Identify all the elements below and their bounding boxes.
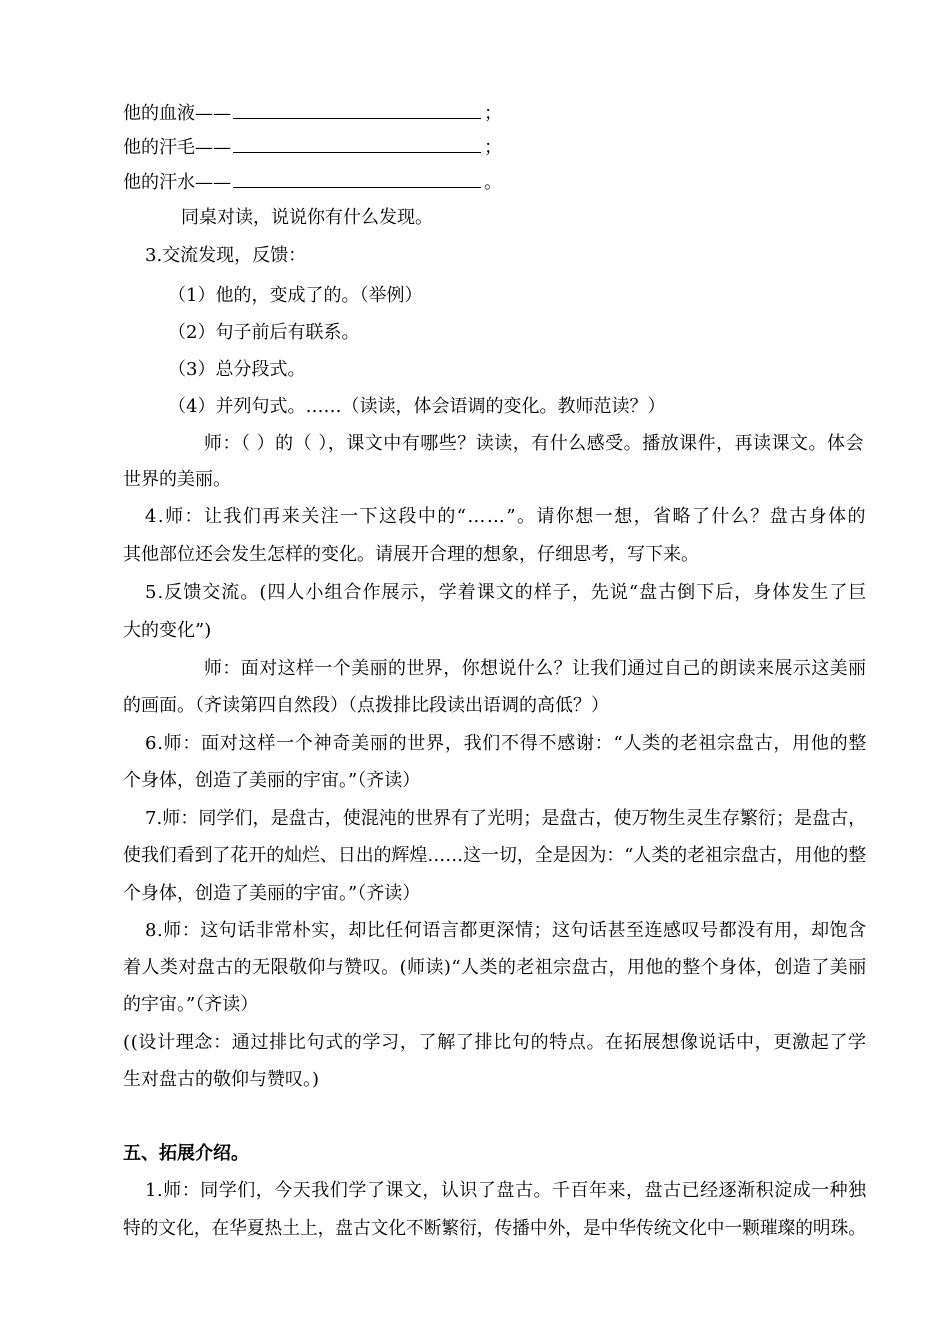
paragraph-8a: 8.师：这句话非常朴实，却比任何语言都更深情；这句话甚至连感叹号都没有用，却饱含 — [145, 920, 867, 941]
paragraph-5a: 5.反馈交流。(四人小组合作展示，学着课文的样子，先说“盘古倒下后，身体发生了巨 — [145, 582, 868, 603]
line-suffix: 。 — [484, 172, 502, 193]
answer-blank[interactable] — [233, 135, 481, 153]
paragraph-8c: 的宇宙。”（齐读） — [123, 994, 259, 1015]
paragraph-3: 3.交流发现，反馈： — [145, 245, 307, 266]
paragraph-6a: 6.师：面对这样一个神奇美丽的世界，我们不得不感谢：“人类的老祖宗盘古，用他的整 — [145, 733, 868, 754]
sub-item-3: （3）总分段式。 — [168, 359, 306, 380]
paragraph-4b: 其他部位还会发生怎样的变化。请展开合理的想象，仔细思考，写下来。 — [123, 544, 699, 565]
line-prefix: 他的血液—— — [123, 103, 231, 124]
paragraph-7a: 7.师：同学们，是盘古，使混沌的世界有了光明；是盘古，使万物生灵生存繁衍；是盘古， — [145, 808, 867, 829]
line-suffix: ； — [484, 137, 502, 158]
extension-paragraph-1b: 特的文化，在华夏热土上，盘古文化不断繁衍，传播中外，是中华传统文化中一颗璀璨的明珠。 — [123, 1218, 866, 1239]
line-prefix: 他的汗水—— — [123, 172, 231, 193]
sub-item-2: （2）句子前后有联系。 — [168, 322, 360, 343]
paragraph-8b: 着人类对盘古的无限敬仰与赞叹。(师读)“人类的老祖宗盘古，用他的整个身体，创造了美丽 — [123, 957, 867, 978]
teacher-line-1a: 师：（ ）的（ ），课文中有哪些？读读，有什么感受。播放课件，再读课文。体会 — [204, 433, 864, 454]
sub-item-4: （4）并列句式。……（读读，体会语调的变化。教师范读？） — [168, 396, 666, 417]
paragraph-6b: 个身体，创造了美丽的宇宙。”（齐读） — [123, 770, 421, 791]
extension-paragraph-1a: 1.师：同学们，今天我们学了课文，认识了盘古。千百年来，盘古已经逐渐积淀成一种独 — [145, 1180, 867, 1201]
line-prefix: 他的汗毛—— — [123, 137, 231, 158]
design-note-b: 生对盘古的敬仰与赞叹。) — [123, 1069, 320, 1090]
paragraph-5b: 大的变化”) — [123, 620, 212, 641]
teacher-line-2a: 师：面对这样一个美丽的世界，你想说什么？让我们通过自己的朗读来展示这美丽 — [204, 658, 867, 679]
answer-blank[interactable] — [233, 101, 481, 119]
paragraph-7c: 个身体，创造了美丽的宇宙。”（齐读） — [123, 883, 421, 904]
paragraph-desk-read: 同桌对读，说说你有什么发现。 — [181, 207, 433, 228]
paragraph-4a: 4.师：让我们再来关注一下这段中的“……”。请你想一想，省略了什么？盘古身体的 — [145, 506, 868, 527]
answer-blank[interactable] — [233, 170, 481, 188]
fill-line-sweat — [123, 170, 502, 196]
fill-line-hair — [123, 135, 502, 161]
design-note-a: ((设计理念：通过排比句式的学习，了解了排比句的特点。在拓展想像说话中，更激起了学 — [123, 1032, 867, 1053]
teacher-line-1b: 世界的美丽。 — [123, 469, 231, 490]
fill-line-blood — [123, 101, 502, 127]
line-suffix: ； — [484, 103, 502, 124]
paragraph-7b: 使我们看到了花开的灿烂、日出的辉煌……这一切，全是因为：“人类的老祖宗盘古，用他的整 — [123, 845, 867, 866]
teacher-line-2b: 的画面。（齐读第四自然段）（点拨排比段读出语调的高低？） — [123, 695, 609, 716]
sub-item-1: （1）他的，变成了的。（举例） — [168, 285, 423, 306]
section-heading-5: 五、拓展介绍。 — [123, 1143, 249, 1164]
